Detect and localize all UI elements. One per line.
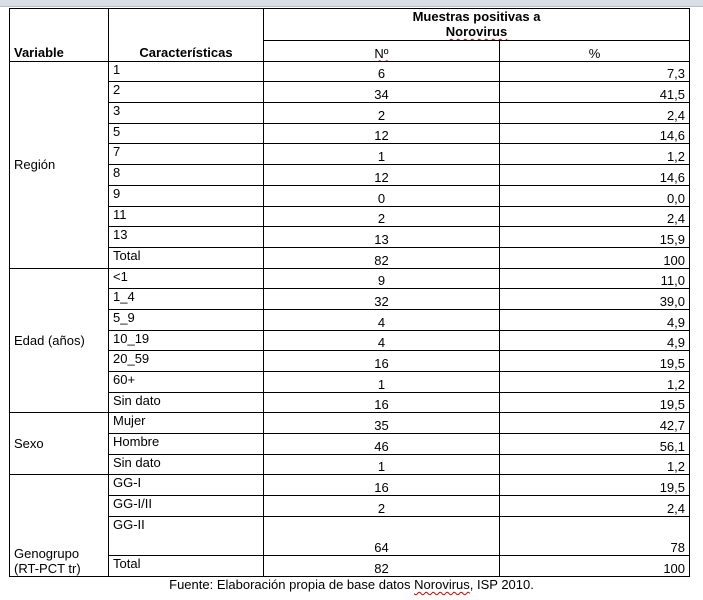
count-cell: 16 — [264, 351, 500, 372]
count-cell: 82 — [264, 247, 500, 268]
percent-cell: 39,0 — [500, 289, 690, 310]
table-row — [10, 372, 690, 393]
percent-cell: 11,0 — [500, 268, 690, 289]
caracteristica-cell: 2 — [109, 82, 264, 103]
table-row — [10, 309, 690, 330]
count-cell: 16 — [264, 392, 500, 413]
caracteristica-cell: Sin dato — [109, 454, 264, 475]
header-group-line2: Norovirus — [445, 24, 508, 39]
percent-cell: 41,5 — [500, 82, 690, 103]
header-variable: Variable — [10, 9, 109, 62]
caracteristica-cell: GG-I — [109, 475, 264, 496]
percent-cell: 0,0 — [500, 185, 690, 206]
count-cell: 2 — [264, 496, 500, 517]
count-cell: 82 — [264, 555, 500, 576]
count-cell: 2 — [264, 206, 500, 227]
percent-cell: 78 — [500, 516, 690, 555]
count-cell: 34 — [264, 82, 500, 103]
caracteristica-cell: 20_59 — [109, 351, 264, 372]
window-top-edge — [0, 0, 703, 7]
table-row — [10, 289, 690, 310]
caracteristica-cell: 1 — [109, 61, 264, 82]
percent-cell: 14,6 — [500, 165, 690, 186]
percent-cell: 2,4 — [500, 496, 690, 517]
source-footer — [0, 577, 703, 592]
count-cell: 12 — [264, 165, 500, 186]
caracteristica-cell: 7 — [109, 144, 264, 165]
percent-cell: 4,9 — [500, 330, 690, 351]
table-row — [10, 454, 690, 475]
count-cell: 12 — [264, 123, 500, 144]
percent-cell: 15,9 — [500, 227, 690, 248]
caracteristica-cell: 60+ — [109, 372, 264, 393]
caracteristica-cell: 1_4 — [109, 289, 264, 310]
table-row — [10, 185, 690, 206]
table-row — [10, 165, 690, 186]
caracteristica-cell: Mujer — [109, 413, 264, 434]
caracteristica-cell: 5_9 — [109, 309, 264, 330]
count-cell: 4 — [264, 330, 500, 351]
caracteristica-cell: 8 — [109, 165, 264, 186]
caracteristica-cell: 10_19 — [109, 330, 264, 351]
caracteristica-cell: 11 — [109, 206, 264, 227]
table-row — [10, 434, 690, 455]
header-caracteristicas: Características — [109, 9, 264, 62]
table-row — [10, 351, 690, 372]
table-row — [10, 144, 690, 165]
header-n — [264, 41, 500, 62]
count-cell: 0 — [264, 185, 500, 206]
count-cell: 64 — [264, 516, 500, 555]
percent-cell: 19,5 — [500, 475, 690, 496]
percent-cell: 100 — [500, 555, 690, 576]
norovirus-table — [9, 8, 690, 577]
percent-cell: 14,6 — [500, 123, 690, 144]
count-cell: 1 — [264, 454, 500, 475]
caracteristica-cell: Hombre — [109, 434, 264, 455]
variable-line1: Genogrupo — [14, 545, 80, 561]
table-row — [10, 123, 690, 144]
table-row — [10, 247, 690, 268]
table-row — [10, 268, 690, 289]
count-cell: 4 — [264, 309, 500, 330]
count-cell: 1 — [264, 372, 500, 393]
table-row — [10, 392, 690, 413]
caracteristica-cell: GG-I/II — [109, 496, 264, 517]
table-row — [10, 475, 690, 496]
table-row — [10, 330, 690, 351]
count-cell: 2 — [264, 103, 500, 124]
caracteristica-cell: 3 — [109, 103, 264, 124]
count-cell: 13 — [264, 227, 500, 248]
percent-cell: 2,4 — [500, 103, 690, 124]
variable-line2: (RT-PCT tr) — [14, 560, 81, 576]
table-row — [10, 496, 690, 517]
count-cell: 35 — [264, 413, 500, 434]
footer-prefix: Fuente: Elaboración propia de base datos — [169, 577, 415, 592]
count-cell: 46 — [264, 434, 500, 455]
percent-cell: 56,1 — [500, 434, 690, 455]
table-row — [10, 103, 690, 124]
count-cell: 1 — [264, 144, 500, 165]
variable-cell: Edad (años) — [10, 268, 109, 413]
count-cell: 9 — [264, 268, 500, 289]
caracteristica-cell: 9 — [109, 185, 264, 206]
count-cell: 6 — [264, 61, 500, 82]
percent-cell: 19,5 — [500, 392, 690, 413]
caracteristica-cell: Total — [109, 555, 264, 576]
header-pct: % — [500, 41, 690, 62]
variable-cell — [10, 475, 109, 576]
header-group-line1: Muestras positivas a — [412, 9, 541, 24]
percent-cell: 4,9 — [500, 309, 690, 330]
header-n-label: Nº — [374, 45, 389, 61]
percent-cell: 42,7 — [500, 413, 690, 434]
percent-cell: 1,2 — [500, 144, 690, 165]
table-row — [10, 413, 690, 434]
header-group — [264, 9, 690, 41]
footer-word: Norovirus — [414, 577, 470, 592]
percent-cell: 100 — [500, 247, 690, 268]
percent-cell: 7,3 — [500, 61, 690, 82]
count-cell: 16 — [264, 475, 500, 496]
caracteristica-cell: <1 — [109, 268, 264, 289]
table-row — [10, 82, 690, 103]
table-row — [10, 206, 690, 227]
footer-suffix: , ISP 2010. — [469, 577, 534, 592]
percent-cell: 2,4 — [500, 206, 690, 227]
caracteristica-cell: 13 — [109, 227, 264, 248]
table-row — [10, 516, 690, 555]
caracteristica-cell: GG-II — [109, 516, 264, 555]
header-row-top — [10, 9, 690, 41]
table-row — [10, 61, 690, 82]
count-cell: 32 — [264, 289, 500, 310]
caracteristica-cell: Sin dato — [109, 392, 264, 413]
table-row — [10, 227, 690, 248]
percent-cell: 1,2 — [500, 372, 690, 393]
variable-cell: Región — [10, 61, 109, 268]
percent-cell: 1,2 — [500, 454, 690, 475]
caracteristica-cell: 5 — [109, 123, 264, 144]
percent-cell: 19,5 — [500, 351, 690, 372]
variable-cell: Sexo — [10, 413, 109, 475]
caracteristica-cell: Total — [109, 247, 264, 268]
table-row — [10, 555, 690, 576]
